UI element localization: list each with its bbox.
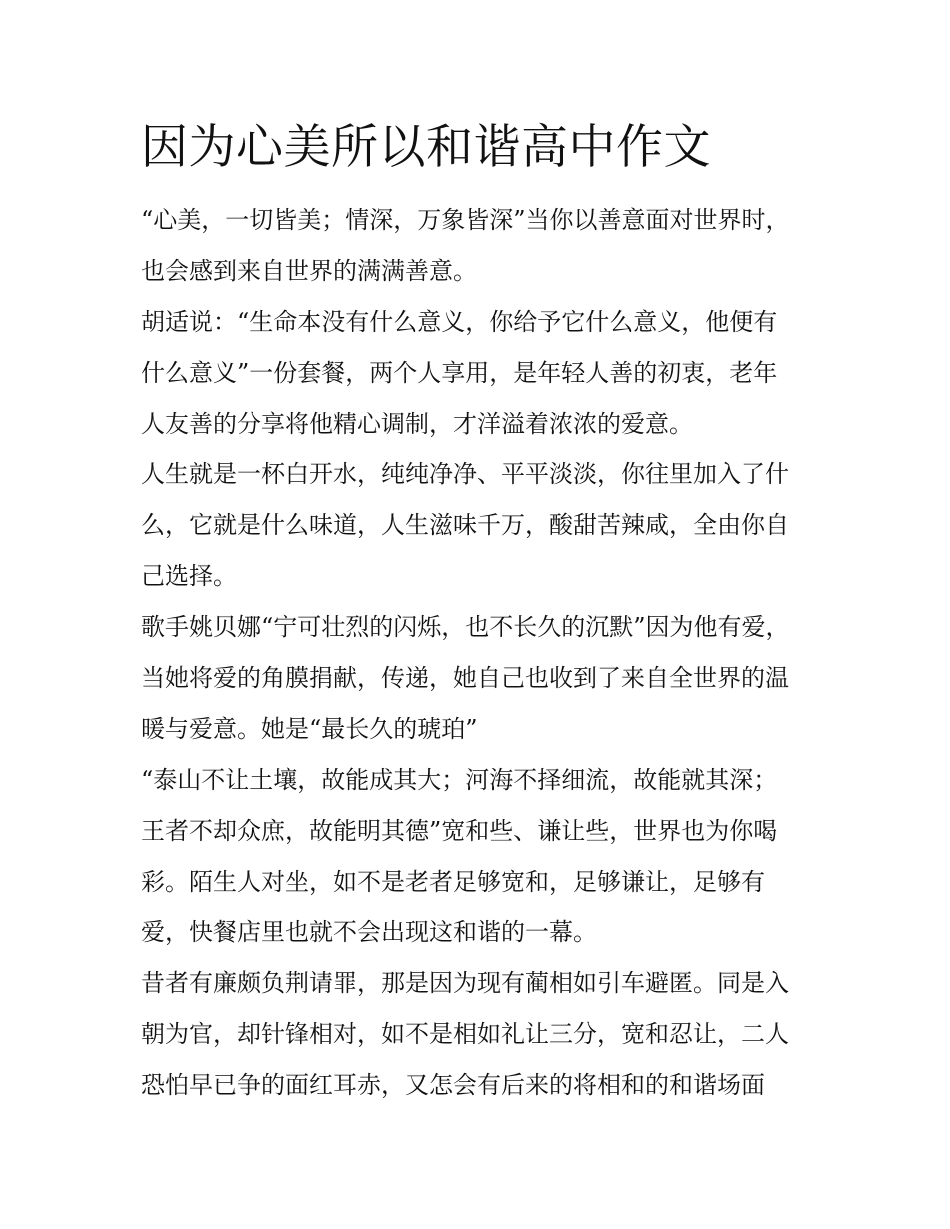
body-line: 暖与爱意。她是“最长久的琥珀” xyxy=(141,714,478,743)
body-line: “泰山不让土壤，故能成其大；河海不择细流，故能就其深； xyxy=(141,765,778,794)
body-line: 昔者有廉颇负荆请罪，那是因为现有蔺相如引车避匿。同是入 xyxy=(141,969,789,998)
body-line: 人友善的分享将他精心调制，才洋溢着浓浓的爱意。 xyxy=(141,409,693,438)
body-line: 人生就是一杯白开水，纯纯净净、平平淡淡，你往里加入了什 xyxy=(141,460,789,489)
body-line: 歌手姚贝娜“宁可壮烈的闪烁，也不长久的沉默”因为他有爱， xyxy=(141,613,790,642)
body-line: 也会感到来自世界的满满善意。 xyxy=(141,256,477,285)
body-line: 什么意义”一份套餐，两个人享用，是年轻人善的初衷，老年 xyxy=(141,358,778,387)
document-body xyxy=(141,195,821,1111)
body-line: 当她将爱的角膜捐献，传递，她自己也收到了来自全世界的温 xyxy=(141,664,789,693)
body-line: 朝为官，却针锋相对，如不是相如礼让三分，宽和忍让，二人 xyxy=(141,1020,789,1049)
body-line: 己选择。 xyxy=(141,562,237,591)
body-line: 恐怕早已争的面红耳赤，又怎会有后来的将相和的和谐场面 xyxy=(141,1071,765,1100)
body-line: 王者不却众庶，故能明其德”宽和些、谦让些，世界也为你喝 xyxy=(141,816,778,845)
body-line: 爱，快餐店里也就不会出现这和谐的一幕。 xyxy=(141,918,597,947)
body-line: 胡适说：“生命本没有什么意义，你给予它什么意义，他便有 xyxy=(141,307,778,336)
body-line: 彩。陌生人对坐，如不是老者足够宽和，足够谦让，足够有 xyxy=(141,867,765,896)
body-line: “心美，一切皆美；情深，万象皆深”当你以善意面对世界时， xyxy=(141,206,790,234)
document-title: 因为心美所以和谐高中作文 xyxy=(141,120,711,175)
body-line: 么，它就是什么味道，人生滋味千万，酸甜苦辣咸，全由你自 xyxy=(141,511,789,540)
